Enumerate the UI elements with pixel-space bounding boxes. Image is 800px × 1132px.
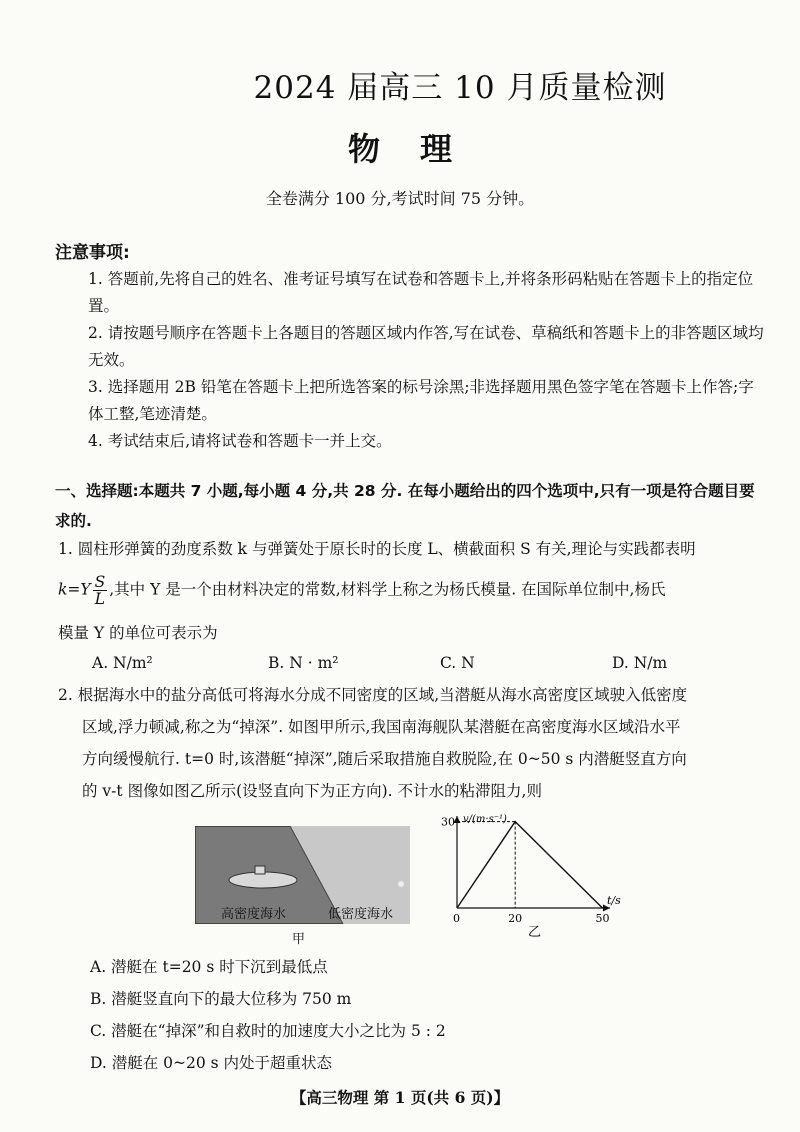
- x-axis-label: t/s: [607, 894, 621, 907]
- q2-option-c: C. 潜艇在“掉深”和自救时的加速度大小之比为 5 : 2: [90, 1022, 446, 1040]
- subject-title: 物理: [347, 130, 492, 168]
- notice-item-1: 1. 答题前,先将自己的姓名、准考证号填写在试卷和答题卡上,并将条形码粘贴在答题卡上的指定位置。: [88, 270, 754, 315]
- q1-line2: [58, 574, 770, 607]
- q2-line2: 区域,浮力顿减,称之为“掉深”. 如图甲所示,我国南海舰队某潜艇在高密度海水区域沿水平: [82, 718, 681, 736]
- figure-a-caption: 甲: [292, 932, 306, 947]
- q1-frac-num: S: [94, 573, 106, 591]
- q2-option-a: A. 潜艇在 t=20 s 时下沉到最低点: [90, 958, 328, 976]
- q1-option-c: C. N: [440, 654, 475, 672]
- chart-caption: 乙: [528, 925, 542, 940]
- q2-line4: 的 v-t 图像如图乙所示(设竖直向下为正方向). 不计水的粘滞阻力,则: [82, 782, 542, 800]
- notice-item-4: 4. 考试结束后,请将试卷和答题卡一并上交。: [88, 432, 392, 450]
- vt-series-line: [457, 822, 602, 908]
- q2-option-b: B. 潜艇竖直向下的最大位移为 750 m: [90, 990, 352, 1008]
- y-tick-label: 30: [441, 815, 455, 829]
- q2-line1: 2. 根据海水中的盐分高低可将海水分成不同密度的区域,当潜艇从海水高密度区域驶入低密度: [58, 686, 688, 704]
- notice-heading: 注意事项:: [55, 243, 130, 263]
- q1-line3: 模量 Y 的单位可表示为: [58, 624, 218, 642]
- q1-frac-den: L: [94, 590, 106, 608]
- q2-option-d: D. 潜艇在 0~20 s 内处于超重状态: [90, 1054, 333, 1072]
- exam-title: 2024 届高三 10 月质量检测: [253, 70, 667, 106]
- section-heading: 一、选择题:本题共 7 小题,每小题 4 分,共 28 分. 在每小题给出的四个选项中,只有一项是符合题目要求的.: [55, 482, 755, 530]
- q1-line2-text: ,其中 Y 是一个由材料决定的常数,材料学上称之为杨氏模量. 在国际单位制中,杨氏: [109, 580, 666, 599]
- q2-line3: 方向缓慢航行. t=0 时,该潜艇“掉深”,随后采取措施自救脱险,在 0~50 s 内潜艇竖直方向: [82, 750, 687, 768]
- x-tick-label: 50: [595, 912, 610, 925]
- q1-line1: 1. 圆柱形弹簧的劲度系数 k 与弹簧处于原长时的长度 L、横截面积 S 有关,理论与实践都表明: [58, 540, 696, 558]
- low-density-label: 低密度海水: [328, 907, 394, 922]
- notice-item-3: 3. 选择题用 2B 铅笔在答题卡上把所选答案的标号涂黑;非选择题用黑色签字笔在答题卡上作答;字体工整,笔迹清楚。: [88, 378, 754, 423]
- high-density-label: 高密度海水: [221, 907, 287, 922]
- full-mark-note: 全卷满分 100 分,考试时间 75 分钟。: [265, 189, 535, 208]
- q1-formula-lhs: k=Y: [58, 580, 91, 599]
- q1-option-a: A. N/m²: [92, 654, 153, 672]
- q1-option-d: D. N/m: [612, 654, 668, 672]
- q1-fraction: [93, 574, 108, 607]
- vt-chart: [425, 808, 640, 948]
- notice-item-2: 2. 请按题号顺序在答题卡上各题目的答题区域内作答,写在试卷、草稿纸和答题卡上的非答题区域均无效。: [88, 324, 764, 369]
- page-footer: 【高三物理 第 1 页(共 6 页)】: [290, 1088, 510, 1107]
- x-tick-label: 0: [453, 912, 460, 925]
- y-axis-label: v/(m·s⁻¹): [463, 814, 507, 825]
- figure-submarine: [195, 826, 410, 924]
- x-tick-label: 20: [508, 912, 523, 925]
- q1-option-b: B. N · m²: [268, 654, 339, 672]
